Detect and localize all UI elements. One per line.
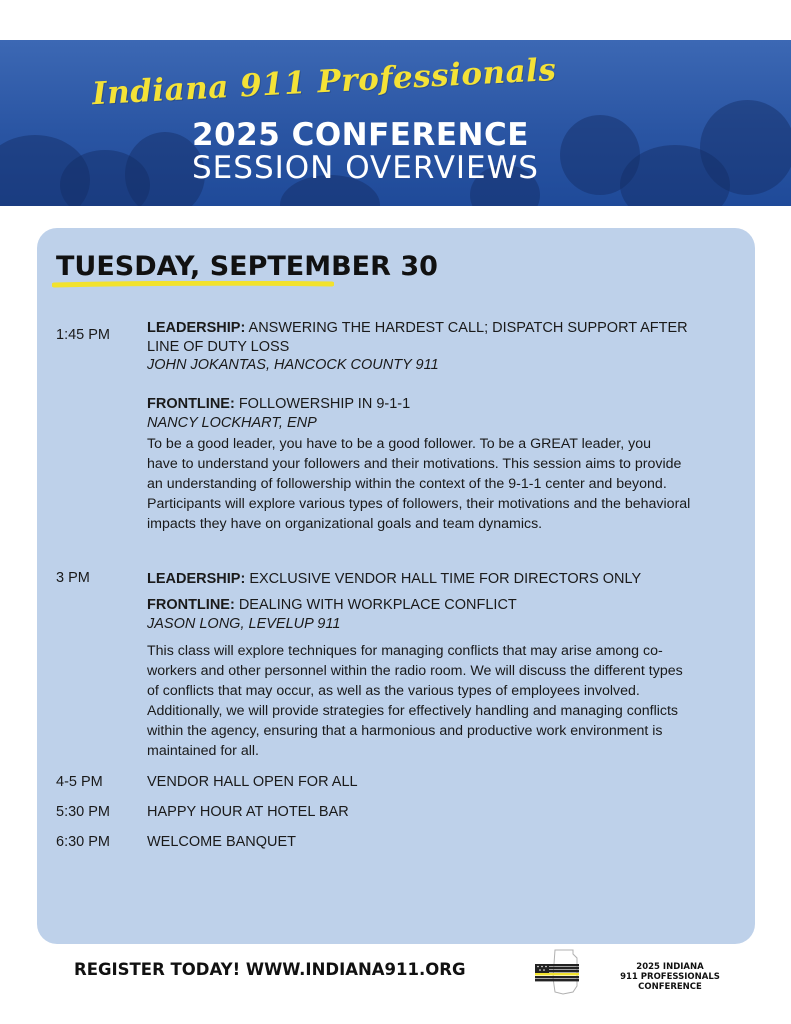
session-speaker: NANCY LOCKHART, ENP bbox=[147, 415, 317, 431]
conference-logo-text bbox=[590, 962, 750, 992]
session-time: 5:30 PM bbox=[56, 804, 110, 820]
banner-script-title: Indiana 911 Professionals bbox=[91, 51, 558, 113]
indiana-flag-map-icon bbox=[533, 948, 585, 996]
session-track-title bbox=[147, 569, 737, 589]
track-label: LEADERSHIP: bbox=[147, 320, 246, 336]
session-time: 6:30 PM bbox=[56, 834, 110, 850]
banner-subtitle: SESSION OVERVIEWS bbox=[192, 150, 539, 186]
track-label: FRONTLINE: bbox=[147, 597, 235, 613]
session-track-title bbox=[147, 595, 737, 615]
session-description-line: impacts they have on organizational goals and team dynamics. bbox=[147, 516, 543, 532]
session-description-line: Additionally, we will provide strategies for effectively handling and managing conflicts bbox=[147, 703, 679, 719]
session-speaker: JOHN JOKANTAS, HANCOCK COUNTY 911 bbox=[147, 357, 439, 373]
session-description-line: maintained for all. bbox=[147, 743, 259, 759]
session-title: HAPPY HOUR AT HOTEL BAR bbox=[147, 804, 349, 820]
track-label: FRONTLINE: bbox=[147, 396, 235, 412]
session-title: EXCLUSIVE VENDOR HALL TIME FOR DIRECTORS ONLY bbox=[249, 571, 642, 587]
session-description-line: To be a good leader, you have to be a good follower. To be a GREAT leader, you bbox=[147, 436, 652, 452]
session-description-line: This class will explore techniques for managing conflicts that may arise among co- bbox=[147, 643, 663, 659]
session-time: 3 PM bbox=[56, 570, 90, 586]
session-title: VENDOR HALL OPEN FOR ALL bbox=[147, 774, 358, 790]
session-description-line: within the agency, ensuring that a harmonious and productive work environment is bbox=[147, 723, 663, 739]
session-description-line: of conflicts that may occur, as well as the various types of employees involved. bbox=[147, 683, 640, 699]
session-time: 1:45 PM bbox=[56, 327, 110, 343]
session-title: FOLLOWERSHIP IN 9-1-1 bbox=[238, 396, 411, 412]
session-title: WELCOME BANQUET bbox=[147, 834, 297, 850]
session-description-line: have to understand your followers and their motivations. This session aims to provide bbox=[147, 456, 682, 472]
session-title-continued: LINE OF DUTY LOSS bbox=[147, 339, 290, 355]
session-description-line: Participants will explore various types of followers, their motivations and the behavioral bbox=[147, 496, 691, 512]
track-label: LEADERSHIP: bbox=[147, 571, 246, 587]
session-speaker: JASON LONG, LEVELUP 911 bbox=[147, 616, 341, 632]
logo-line-1: 2025 INDIANA bbox=[636, 962, 704, 972]
session-track-title bbox=[147, 394, 737, 414]
session-description-line: an understanding of followership within the context of the 9-1-1 center and beyond. bbox=[147, 476, 667, 492]
logo-line-2: 911 PROFESSIONALS CONFERENCE bbox=[620, 972, 720, 992]
day-heading: TUESDAY, SEPTEMBER 30 bbox=[56, 251, 438, 282]
session-track-title bbox=[147, 318, 737, 338]
session-time: 4-5 PM bbox=[56, 774, 103, 790]
day-heading-underline bbox=[52, 281, 334, 288]
banner-title: 2025 CONFERENCE bbox=[192, 117, 529, 153]
session-title: ANSWERING THE HARDEST CALL; DISPATCH SUPPORT AFTER bbox=[248, 320, 688, 336]
register-link[interactable]: REGISTER TODAY! WWW.INDIANA911.ORG bbox=[74, 960, 466, 979]
session-description-line: workers and other personnel within the radio room. We will discuss the different types bbox=[147, 663, 683, 679]
session-title: DEALING WITH WORKPLACE CONFLICT bbox=[238, 597, 517, 613]
